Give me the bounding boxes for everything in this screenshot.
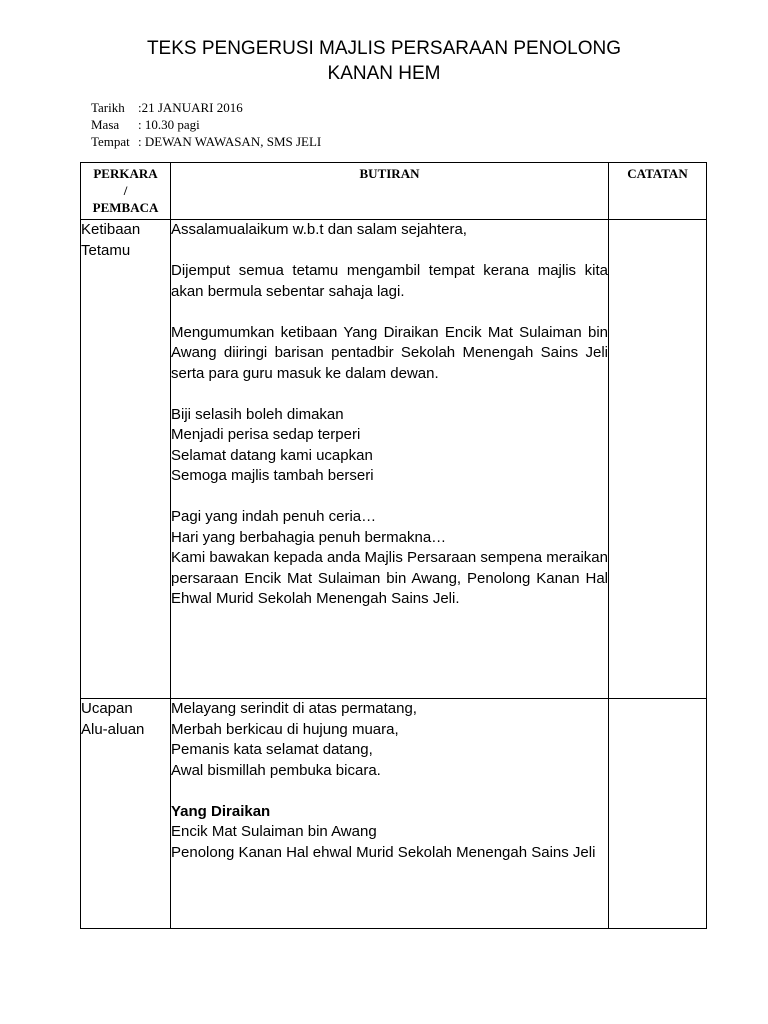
- intro-line-1: Pagi yang indah penuh ceria…: [171, 508, 377, 525]
- honoree-heading: Yang Diraikan: [171, 802, 271, 820]
- masa-value: : 10.30 pagi: [138, 117, 200, 132]
- honoree-name: Encik Mat Sulaiman bin Awang: [171, 823, 377, 840]
- title-line-2: KANAN HEM: [327, 63, 441, 84]
- honoree-position: Penolong Kanan Hal ehwal Murid Sekolah Menengah Sains Jeli: [171, 843, 596, 861]
- pantun-block: [171, 405, 608, 487]
- catatan-cell: [609, 220, 707, 699]
- perkara-label-line-2: Alu-aluan: [81, 720, 145, 738]
- arrival-paragraph: Mengumumkan ketibaan Yang Diraikan Encik Mat Sulaiman bin Awang diiringi barisan pentadbir Sekolah Menengah Sains Jeli serta para guru masuk ke dalam dewan.: [171, 323, 608, 382]
- masa-label: Masa: [91, 117, 120, 132]
- greeting-paragraph: Assalamualaikum w.b.t dan salam sejahtera,: [171, 221, 467, 238]
- masa-row: [91, 116, 321, 133]
- document-title: [0, 36, 768, 86]
- perkara-cell: [81, 699, 171, 929]
- pantun-line: Melayang serindit di atas permatang,: [171, 700, 417, 717]
- pantun-line: Pemanis kata selamat datang,: [171, 741, 373, 758]
- tempat-row: [91, 133, 321, 150]
- event-details: [91, 99, 321, 150]
- header-butiran: BUTIRAN: [171, 163, 609, 220]
- pantun-line: Awal bismillah pembuka bicara.: [171, 761, 381, 779]
- header-perkara-line-1: PERKARA: [93, 166, 158, 181]
- intro-line-2: Hari yang berbahagia penuh bermakna…: [171, 528, 447, 546]
- tarikh-value: :21 JANUARI 2016: [138, 100, 243, 115]
- butiran-cell: [171, 220, 609, 699]
- perkara-cell: [81, 220, 171, 699]
- tempat-label: Tempat: [91, 134, 130, 149]
- tempat-value: : DEWAN WAWASAN, SMS JELI: [138, 134, 322, 149]
- table-row: [81, 220, 707, 699]
- title-line-1: TEKS PENGERUSI MAJLIS PERSARAAN PENOLONG: [146, 38, 622, 59]
- table-header-row: [81, 163, 707, 220]
- header-perkara-line-2: /: [123, 183, 128, 198]
- perkara-label-line-1: Ucapan: [81, 700, 133, 717]
- invitation-paragraph: Dijemput semua tetamu mengambil tempat kerana majlis kita akan bermula sebentar sahaja lagi.: [171, 262, 608, 300]
- honoree-block: [171, 802, 608, 864]
- catatan-cell: [609, 699, 707, 929]
- program-table: [80, 162, 707, 929]
- header-catatan: CATATAN: [609, 163, 707, 220]
- tarikh-row: [91, 99, 321, 116]
- perkara-label-line-2: Tetamu: [81, 241, 131, 259]
- tarikh-label: Tarikh: [91, 100, 125, 115]
- introduction-paragraph: [171, 507, 608, 610]
- header-perkara-line-3: PEMBACA: [92, 200, 159, 215]
- header-perkara: [81, 163, 171, 220]
- pantun-line: Merbah berkicau di hujung muara,: [171, 720, 399, 738]
- pantun-line: Menjadi perisa sedap terperi: [171, 426, 361, 443]
- pantun-line: Biji selasih boleh dimakan: [171, 405, 344, 423]
- pantun-line: Semoga majlis tambah berseri: [171, 467, 374, 484]
- butiran-cell: [171, 699, 609, 929]
- pantun-line: Selamat datang kami ucapkan: [171, 446, 373, 464]
- perkara-label-line-1: Ketibaan: [81, 221, 141, 238]
- table-row: [81, 699, 707, 929]
- intro-rest: Kami bawakan kepada anda Majlis Persaraan sempena meraikan persaraan Encik Mat Sulaiman bin Awang, Penolong Kanan Hal Ehwal Murid Sekolah Menengah Sains Jeli.: [171, 549, 608, 607]
- pantun-block: [171, 699, 608, 781]
